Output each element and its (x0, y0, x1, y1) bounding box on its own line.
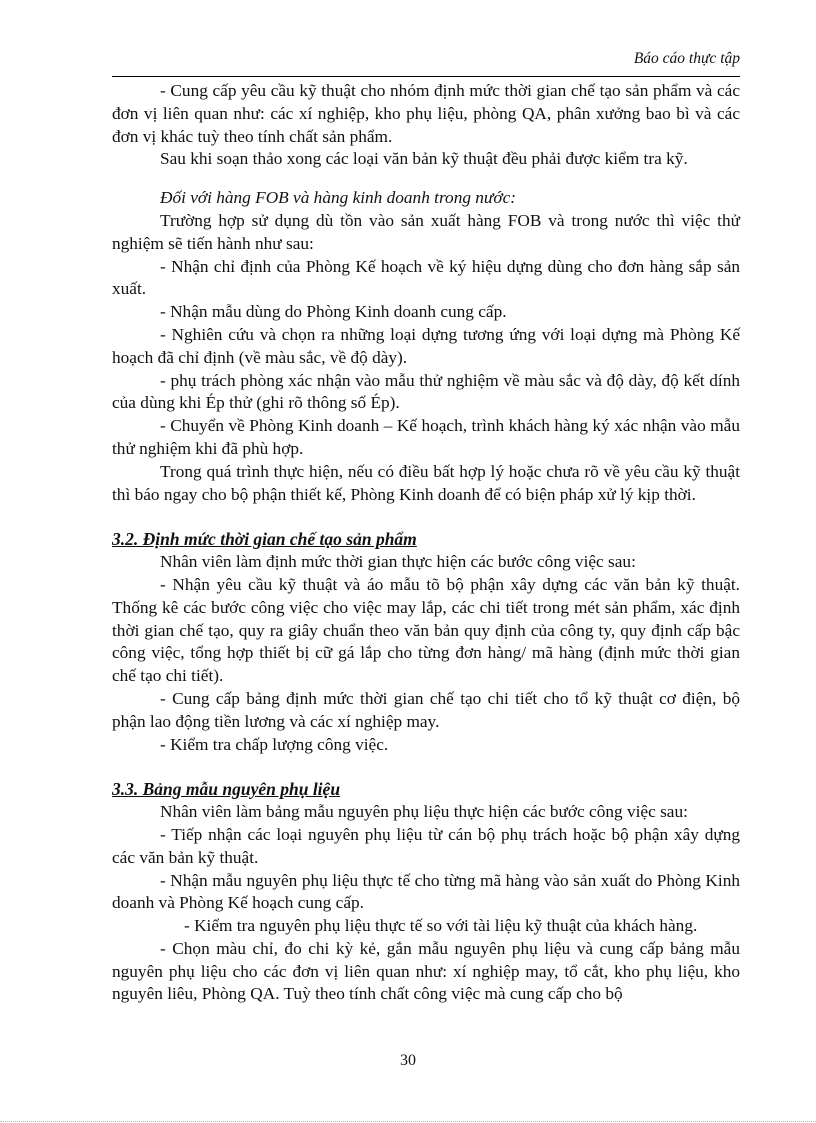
paragraph: Trong quá trình thực hiện, nếu có điều bất hợp lý hoặc chưa rõ về yêu cầu kỹ thuật thì báo ngay cho bộ phận thiết kế, Phòng Kinh doanh để có biện pháp xử lý kịp thời. (112, 461, 740, 504)
list-item: - Nhận mẫu dùng do Phòng Kinh doanh cung cấp. (160, 302, 507, 322)
list-item: - Cung cấp bảng định mức thời gian chế tạo chi tiết cho tổ kỹ thuật cơ điện, bộ phận lao động tiền lương và các xí nghiệp may. (112, 688, 740, 731)
list-item: - phụ trách phòng xác nhận vào mẫu thử nghiệm về màu sắc và độ dày, độ kết dính của dùng khi Ép thử (ghi rõ thông số Ép). (112, 370, 740, 413)
list-item: - Kiểm tra chấp lượng công việc. (160, 734, 389, 754)
bottom-dotted-rule (0, 1121, 816, 1122)
list-item: - Nghiên cứu và chọn ra những loại dựng tương ứng với loại dựng mà Phòng Kế hoạch đã chỉ định (về màu sắc, về độ dày). (112, 324, 740, 367)
list-item: - Tiếp nhận các loại nguyên phụ liệu từ cán bộ phụ trách hoặc bộ phận xây dựng các văn bản kỹ thuật. (112, 824, 740, 867)
paragraph: Sau khi soạn thảo xong các loại văn bản kỹ thuật đều phải được kiểm tra kỹ. (160, 149, 688, 169)
running-header: Báo cáo thực tập (633, 50, 740, 67)
list-item: - Nhận chỉ định của Phòng Kế hoạch về ký hiệu dựng dùng cho đơn hàng sắp sản xuất. (112, 256, 740, 299)
paragraph: Trường hợp sử dụng dù tồn vào sản xuất hàng FOB và trong nước thì việc thử nghiệm sẽ tiến hành như sau: (112, 210, 740, 253)
subheading-fob: Đối với hàng FOB và hàng kinh doanh trong nước: (160, 188, 517, 208)
page-body (112, 80, 740, 1006)
section-heading-3-3: 3.3. Bảng mẫu nguyên phụ liệu (112, 779, 341, 800)
paragraph: Nhân viên làm bảng mẫu nguyên phụ liệu thực hiện các bước công việc sau: (160, 802, 688, 822)
list-item: - Chọn màu chỉ, đo chi kỳ kẻ, gắn mẫu nguyên phụ liệu và cung cấp bảng mẫu nguyên phụ liệu cho các đơn vị liên quan như: xí nghiệp may, tổ cắt, kho phụ liệu, kho nguyên liêu, Phòng QA. Tuỳ theo tính chất công việc mà cung cấp cho bộ (112, 938, 740, 1004)
spacer (112, 756, 740, 778)
header-rule (112, 76, 740, 77)
list-item: - Nhận yêu cầu kỹ thuật và áo mẫu tõ bộ phận xây dựng các văn bản kỹ thuật. Thống kê các bước công việc cho việc may lắp, các chi tiết trong mét sản phẩm, xác định thời gian chế tạo, quy ra giây chuẩn theo văn bản quy định của công ty, quy định cấp bậc công việc, tổng hợp thiết bị cữ gá lắp cho từng đơn hàng/ mã hàng (định mức thời gian chế tạo chi tiết). (112, 574, 740, 686)
page-number: 30 (400, 1052, 416, 1069)
spacer (112, 506, 740, 528)
spacer (112, 171, 740, 187)
list-item: - Chuyển về Phòng Kinh doanh – Kế hoạch, trình khách hàng ký xác nhận vào mẫu thử nghiệm khi đã phù hợp. (112, 416, 740, 458)
list-item: - Kiểm tra nguyên phụ liệu thực tế so với tài liệu kỹ thuật của khách hàng. (184, 916, 698, 936)
paragraph: Nhân viên làm định mức thời gian thực hiện các bước công việc sau: (160, 552, 636, 572)
section-heading-3-2: 3.2. Định mức thời gian chế tạo sản phẩm (112, 529, 417, 550)
list-item: - Nhận mẫu nguyên phụ liệu thực tế cho từng mã hàng vào sản xuất do Phòng Kinh doanh và Phòng Kế hoạch cung cấp. (112, 870, 740, 913)
paragraph: - Cung cấp yêu cầu kỹ thuật cho nhóm định mức thời gian chế tạo sản phẩm và các đơn vị liên quan như: các xí nghiệp, kho phụ liệu, phòng QA, phân xưởng bao bì và các đơn vị khác tuỳ theo tính chất sản phẩm. (112, 81, 740, 146)
